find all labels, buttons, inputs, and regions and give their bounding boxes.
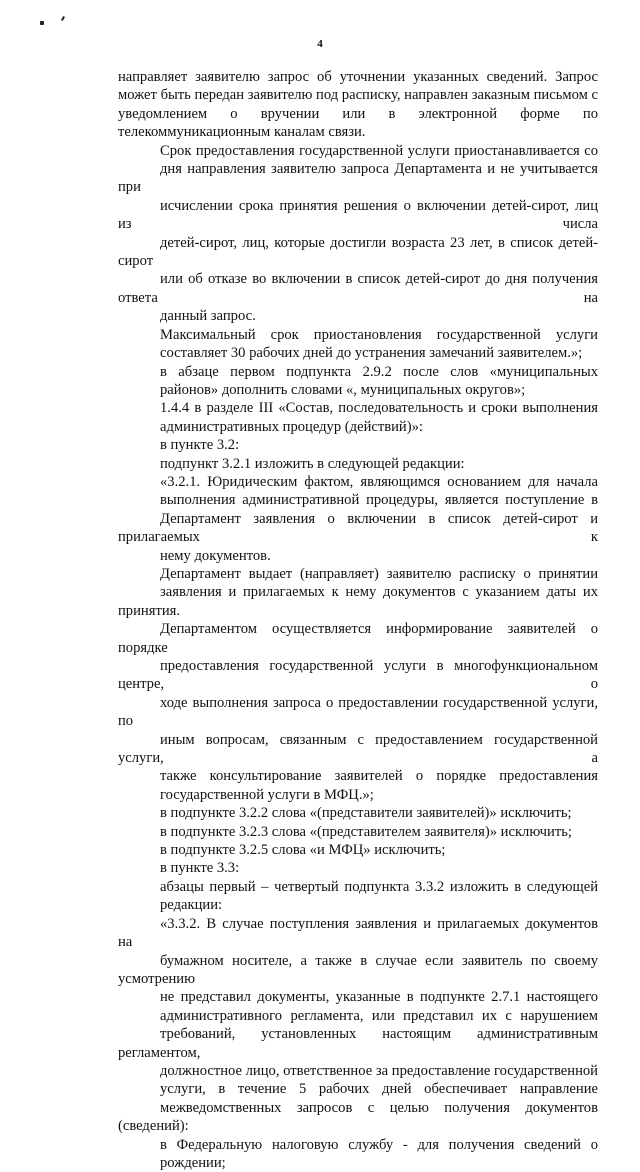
text-line: «3.2.1. Юридическим фактом, являющимся основанием для начала — [160, 473, 598, 490]
paragraph — [118, 68, 598, 142]
text-line: «3.3.2. В случае поступления заявления и прилагаемых документов на — [118, 915, 598, 951]
text-line: рождении; — [160, 1154, 226, 1171]
paragraph — [118, 326, 598, 363]
paragraph — [118, 399, 598, 436]
paragraph — [118, 363, 598, 400]
text-line: 1.4.4 в разделе III «Состав, последовательность и сроки выполнения — [160, 400, 598, 417]
paragraph — [118, 1136, 598, 1172]
text-line: не представил документы, указанные в подпункте 2.7.1 настоящего — [160, 989, 598, 1006]
text-line: Срок предоставления государственной услуги приостанавливается со — [160, 142, 598, 159]
document-body — [118, 68, 598, 1172]
text-line: ходе выполнения запроса о предоставлении государственной услуги, по — [118, 694, 598, 730]
text-line: Департаментом осуществляется информирование заявителей о порядке — [118, 621, 598, 656]
page-number: 4 — [317, 38, 323, 50]
text-line: составляет 30 рабочих дней до устранения замечаний заявителем.»; — [160, 345, 583, 362]
text-line: должностное лицо, ответственное за предоставление государственной — [160, 1062, 598, 1079]
paragraph — [118, 565, 598, 620]
text-line: направляет заявителю запрос об уточнении указанных сведений. Запрос — [118, 69, 598, 85]
text-line: в подпункте 3.2.5 слова «и МФЦ» исключить; — [160, 842, 446, 859]
text-line: в Федеральную налоговую службу - для получения сведений о — [160, 1136, 598, 1153]
text-line: телекоммуникационным каналам связи. — [118, 124, 366, 141]
text-line: также консультирование заявителей о порядке предоставления — [160, 768, 598, 785]
paragraph — [118, 859, 598, 877]
text-line: административных процедур (действий)»: — [160, 418, 423, 435]
text-line: или об отказе во включении в список детей-сирот до дня получения ответа на — [118, 271, 598, 306]
paragraph — [118, 142, 598, 326]
text-line: иным вопросам, связанным с предоставлением государственной услуги, а — [118, 731, 598, 767]
paragraph — [118, 823, 598, 841]
text-line: детей-сирот, лиц, которые достигли возраста 23 лет, в список детей-сирот — [118, 234, 598, 270]
scan-speck — [61, 16, 65, 21]
text-line: абзацы первый – четвертый подпункта 3.3.2 изложить в следующей — [160, 878, 598, 895]
paragraph — [118, 620, 598, 804]
text-line: Департамент заявления о включении в список детей-сирот и прилагаемых к — [118, 510, 598, 546]
text-line: государственной услуги в МФЦ.»; — [160, 786, 374, 803]
text-line: в пункте 3.2: — [160, 437, 240, 454]
paragraph — [118, 455, 598, 473]
paragraph — [118, 915, 598, 1136]
text-line: уведомлением о вручении или в электронной форме по — [118, 105, 598, 122]
text-line: выполнения административной процедуры, является поступление в — [160, 492, 598, 509]
paragraph — [118, 473, 598, 565]
scan-speck — [40, 21, 44, 25]
text-line: бумажном носителе, а также в случае если заявитель по своему усмотрению — [118, 952, 598, 987]
text-line: предоставления государственной услуги в многофункциональном центре, о — [118, 658, 598, 693]
text-line: заявления и прилагаемых к нему документов с указанием даты их принятия. — [118, 584, 598, 619]
text-line: Максимальный срок приостановления государственной услуги — [160, 326, 598, 343]
paragraph — [118, 436, 598, 454]
text-line: в подпункте 3.2.3 слова «(представителем заявителя)» исключить; — [160, 823, 572, 840]
text-line: в подпункте 3.2.2 слова «(представители заявителей)» исключить; — [160, 805, 572, 822]
text-line: требований, установленных настоящим административным регламентом, — [118, 1026, 598, 1061]
text-line: административного регламента, или представил их с нарушением — [160, 1007, 598, 1024]
paragraph — [118, 841, 598, 859]
text-line: услуги, в течение 5 рабочих дней обеспечивает направление — [160, 1081, 598, 1098]
text-line: данный запрос. — [160, 308, 256, 325]
paragraph — [118, 804, 598, 822]
text-line: подпункт 3.2.1 изложить в следующей редакции: — [160, 455, 465, 472]
text-line: Департамент выдает (направляет) заявителю расписку о принятии — [160, 565, 598, 582]
text-line: редакции: — [160, 897, 223, 914]
text-line: в пункте 3.3: — [160, 860, 240, 877]
text-line: дня направления заявителю запроса Департамента и не учитывается при — [118, 161, 598, 196]
text-line: исчислении срока принятия решения о включении детей-сирот, лиц из числа — [118, 197, 598, 233]
text-line: нему документов. — [160, 547, 271, 564]
text-line: межведомственных запросов с целью получения документов (сведений): — [118, 1099, 598, 1135]
text-line: в абзаце первом подпункта 2.9.2 после слов «муниципальных — [160, 363, 598, 380]
text-line: районов» дополнить словами «, муниципальных округов»; — [160, 381, 526, 398]
text-line: может быть передан заявителю под расписку, направлен заказным письмом с — [118, 87, 598, 104]
paragraph — [118, 878, 598, 915]
